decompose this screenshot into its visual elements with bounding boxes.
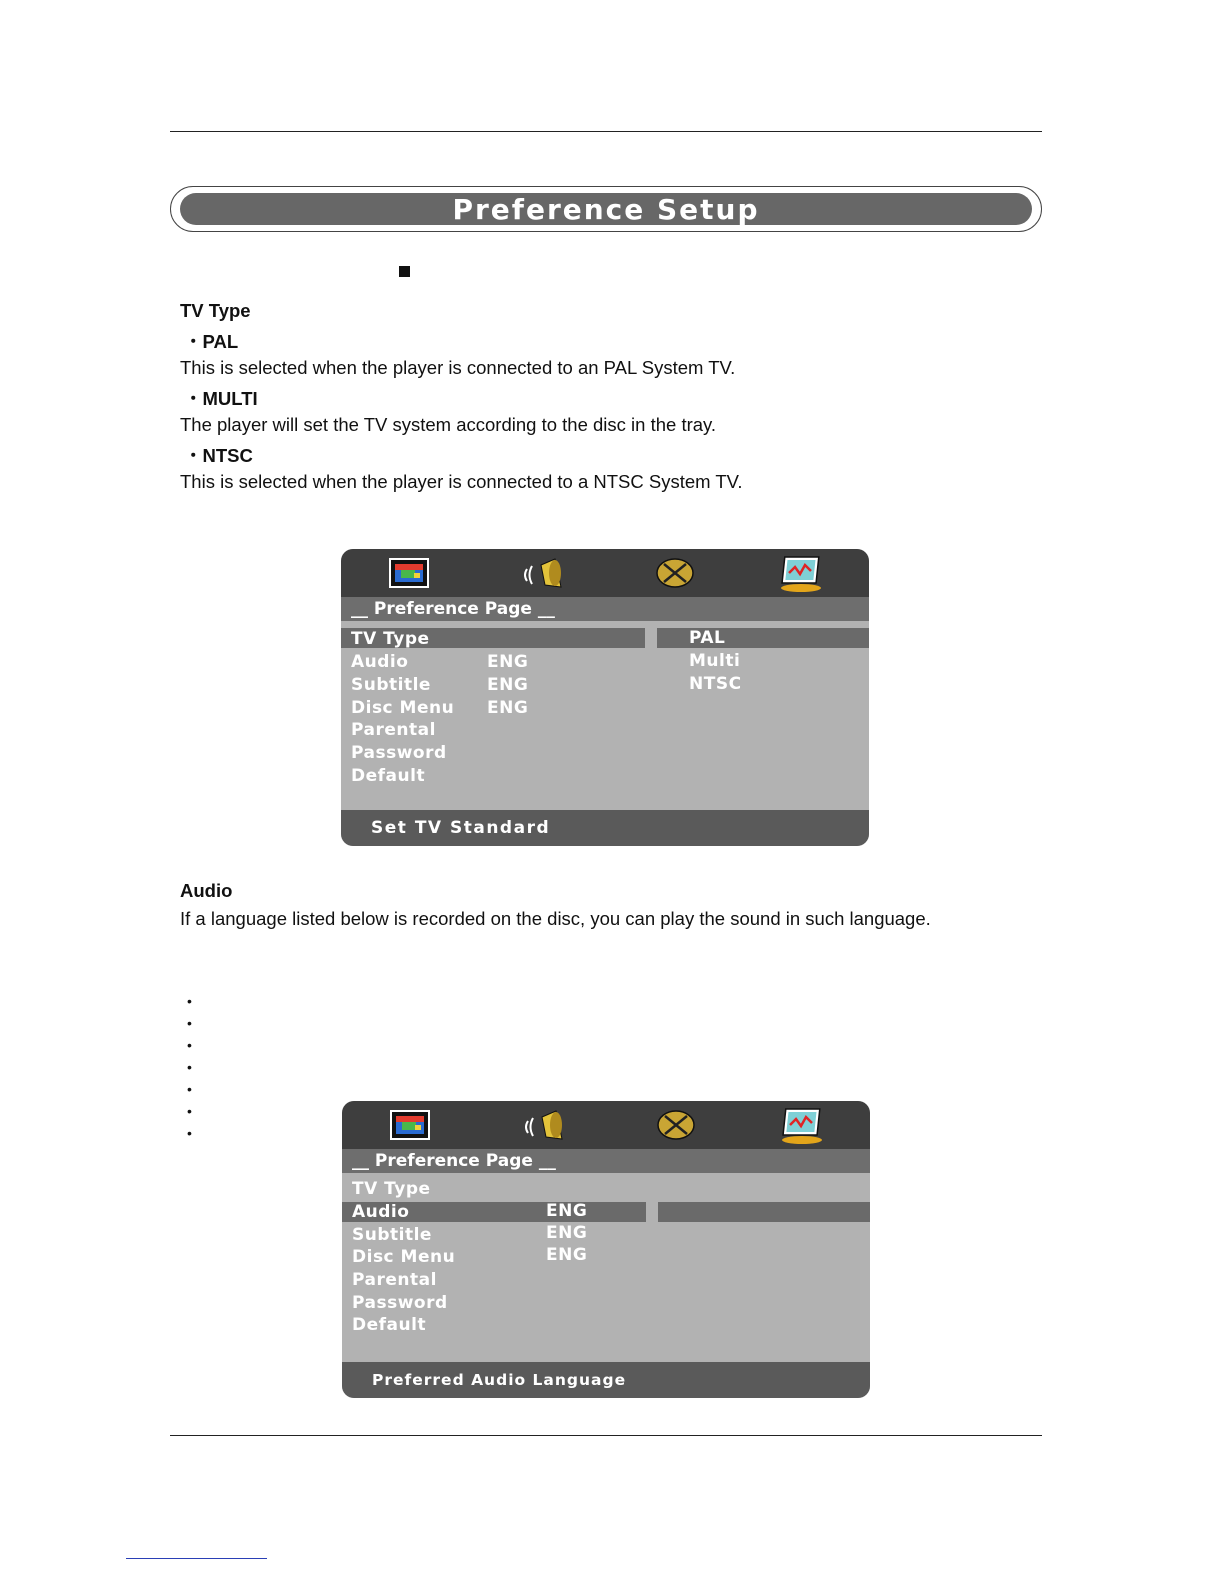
option-ntsc[interactable]: NTSC <box>689 674 742 694</box>
list-bullet: • <box>187 1103 192 1119</box>
disc-menu-value: ENG <box>487 698 529 718</box>
list-bullet: • <box>187 1037 192 1053</box>
option-pal[interactable]: PAL <box>689 628 726 648</box>
osd-icon-bar <box>341 549 869 597</box>
top-rule <box>170 131 1042 132</box>
audio-value: ENG <box>546 1201 588 1221</box>
option-bullet: ・ <box>184 388 203 409</box>
option-bullet: ・ <box>184 445 203 466</box>
menu-item-subtitle[interactable]: Subtitle <box>352 1225 432 1245</box>
option-multi[interactable]: Multi <box>689 651 741 671</box>
osd-footer: Preferred Audio Language <box>342 1362 870 1398</box>
osd-body <box>341 621 869 810</box>
menu-item-audio[interactable]: Audio <box>351 652 409 672</box>
list-bullet: • <box>187 1081 192 1097</box>
menu-item-password[interactable]: Password <box>351 743 447 763</box>
bottom-rule <box>170 1435 1042 1436</box>
chart-icon <box>778 1107 826 1145</box>
option-ntsc-description: This is selected when the player is connected to a NTSC System TV. <box>180 471 743 492</box>
tv-picture-icon <box>387 1107 435 1145</box>
osd-icon-bar <box>342 1101 870 1149</box>
osd-preference-page-audio <box>342 1101 870 1398</box>
tv-type-heading: TV Type <box>180 300 251 321</box>
option-bullet: ・ <box>184 331 203 352</box>
option-name: NTSC <box>202 445 253 466</box>
audio-value: ENG <box>487 652 529 672</box>
option-ntsc <box>184 442 253 468</box>
menu-item-default[interactable]: Default <box>352 1315 427 1335</box>
menu-item-subtitle[interactable]: Subtitle <box>351 675 431 695</box>
list-bullet: • <box>187 1059 192 1075</box>
menu-item-tv-type[interactable]: TV Type <box>351 629 430 649</box>
option-multi <box>184 385 258 411</box>
menu-item-parental[interactable]: Parental <box>351 720 436 740</box>
option-name: PAL <box>202 331 239 352</box>
menu-item-password[interactable]: Password <box>352 1293 448 1313</box>
speaker-icon <box>521 555 569 593</box>
selected-option-highlight <box>658 1202 870 1222</box>
menu-item-disc-menu[interactable]: Disc Menu <box>352 1247 456 1267</box>
osd-preference-page-tv-type <box>341 549 869 846</box>
disc-menu-value: ENG <box>546 1245 588 1265</box>
osd-header: __ Preference Page __ <box>342 1149 870 1173</box>
menu-item-tv-type[interactable]: TV Type <box>352 1179 431 1199</box>
menu-item-default[interactable]: Default <box>351 766 426 786</box>
osd-header: __ Preference Page __ <box>341 597 869 621</box>
banner-title: Preference Setup <box>452 192 760 226</box>
speaker-icon <box>522 1107 570 1145</box>
option-pal-description: This is selected when the player is connected to an PAL System TV. <box>180 357 736 378</box>
osd-footer: Set TV Standard <box>341 810 869 846</box>
osd-body <box>342 1173 870 1362</box>
subtitle-value: ENG <box>487 675 529 695</box>
audio-heading: Audio <box>180 880 233 901</box>
option-multi-description: The player will set the TV system according to the disc in the tray. <box>180 414 717 435</box>
list-bullet: • <box>187 1015 192 1031</box>
banner-bar <box>180 193 1032 225</box>
audio-description: If a language listed below is recorded on the disc, you can play the sound in such language. <box>180 908 931 929</box>
menu-item-disc-menu[interactable]: Disc Menu <box>351 698 455 718</box>
menu-item-parental[interactable]: Parental <box>352 1270 437 1290</box>
square-bullet <box>399 266 410 277</box>
list-bullet: • <box>187 1125 192 1141</box>
disc-icon <box>651 555 699 593</box>
disc-icon <box>652 1107 700 1145</box>
option-pal <box>184 328 238 354</box>
menu-item-audio[interactable]: Audio <box>352 1202 410 1222</box>
list-bullet: • <box>187 993 192 1009</box>
section-banner <box>170 186 1042 232</box>
chart-icon <box>777 555 825 593</box>
option-name: MULTI <box>202 388 258 409</box>
bottom-link-underline <box>126 1558 267 1559</box>
tv-picture-icon <box>386 555 434 593</box>
subtitle-value: ENG <box>546 1223 588 1243</box>
